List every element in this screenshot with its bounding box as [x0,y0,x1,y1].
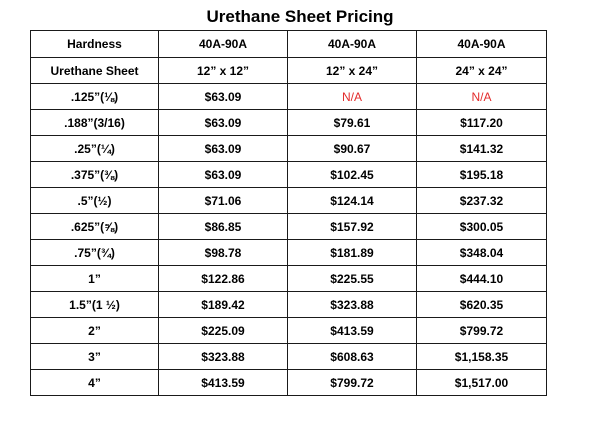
price-cell: $444.10 [417,266,547,292]
price-cell: $63.09 [159,136,288,162]
header-cell-hardness-24x24: 40A-90A [417,31,547,58]
thickness-cell: .625”(⅝) [31,214,159,240]
thickness-cell: 4” [31,370,159,396]
price-cell: N/A [417,84,547,110]
price-cell: $348.04 [417,240,547,266]
pricing-table-body [31,31,547,396]
thickness-cell: 3” [31,344,159,370]
table-row [31,136,547,162]
price-cell: $117.20 [417,110,547,136]
price-cell: $323.88 [288,292,417,318]
price-cell: $124.14 [288,188,417,214]
price-cell: $608.63 [288,344,417,370]
table-row [31,292,547,318]
header-cell-hardness-12x24: 40A-90A [288,31,417,58]
price-cell: $79.61 [288,110,417,136]
table-row [31,162,547,188]
thickness-cell: .75”(¾) [31,240,159,266]
thickness-cell: .125”(⅛) [31,84,159,110]
price-cell: $141.32 [417,136,547,162]
thickness-cell: 1.5”(1 ½) [31,292,159,318]
price-cell: $90.67 [288,136,417,162]
price-cell: $413.59 [288,318,417,344]
pricing-table [30,30,547,396]
price-cell: $1,158.35 [417,344,547,370]
price-cell: $189.42 [159,292,288,318]
table-row [31,240,547,266]
thickness-cell: .375”(⅜) [31,162,159,188]
size-cell-24x24: 24” x 24” [417,58,547,84]
table-row [31,110,547,136]
price-cell: $157.92 [288,214,417,240]
price-cell: $799.72 [288,370,417,396]
price-cell: $225.55 [288,266,417,292]
table-header-row [31,31,547,58]
price-cell: $413.59 [159,370,288,396]
price-cell: $63.09 [159,162,288,188]
price-cell: $195.18 [417,162,547,188]
table-row [31,318,547,344]
price-cell: $86.85 [159,214,288,240]
table-row [31,188,547,214]
table-size-row [31,58,547,84]
price-cell: $237.32 [417,188,547,214]
thickness-cell: .25”(¼) [31,136,159,162]
price-cell: $799.72 [417,318,547,344]
price-cell: $1,517.00 [417,370,547,396]
price-cell: $63.09 [159,84,288,110]
price-cell: $300.05 [417,214,547,240]
price-cell: $63.09 [159,110,288,136]
thickness-cell: .188”(3/16) [31,110,159,136]
thickness-cell: 1” [31,266,159,292]
table-row [31,266,547,292]
header-cell-hardness: Hardness [31,31,159,58]
page-title: Urethane Sheet Pricing [206,7,394,26]
price-cell: $102.45 [288,162,417,188]
table-row [31,344,547,370]
price-cell: $181.89 [288,240,417,266]
table-row [31,214,547,240]
size-cell-12x12: 12” x 12” [159,58,288,84]
thickness-cell: 2” [31,318,159,344]
price-cell: N/A [288,84,417,110]
table-row [31,84,547,110]
price-cell: $323.88 [159,344,288,370]
table-row [31,370,547,396]
thickness-cell: .5”(½) [31,188,159,214]
header-cell-hardness-12x12: 40A-90A [159,31,288,58]
size-cell-label: Urethane Sheet [31,58,159,84]
price-cell: $98.78 [159,240,288,266]
size-cell-12x24: 12” x 24” [288,58,417,84]
price-cell: $620.35 [417,292,547,318]
price-cell: $225.09 [159,318,288,344]
price-cell: $71.06 [159,188,288,214]
price-cell: $122.86 [159,266,288,292]
